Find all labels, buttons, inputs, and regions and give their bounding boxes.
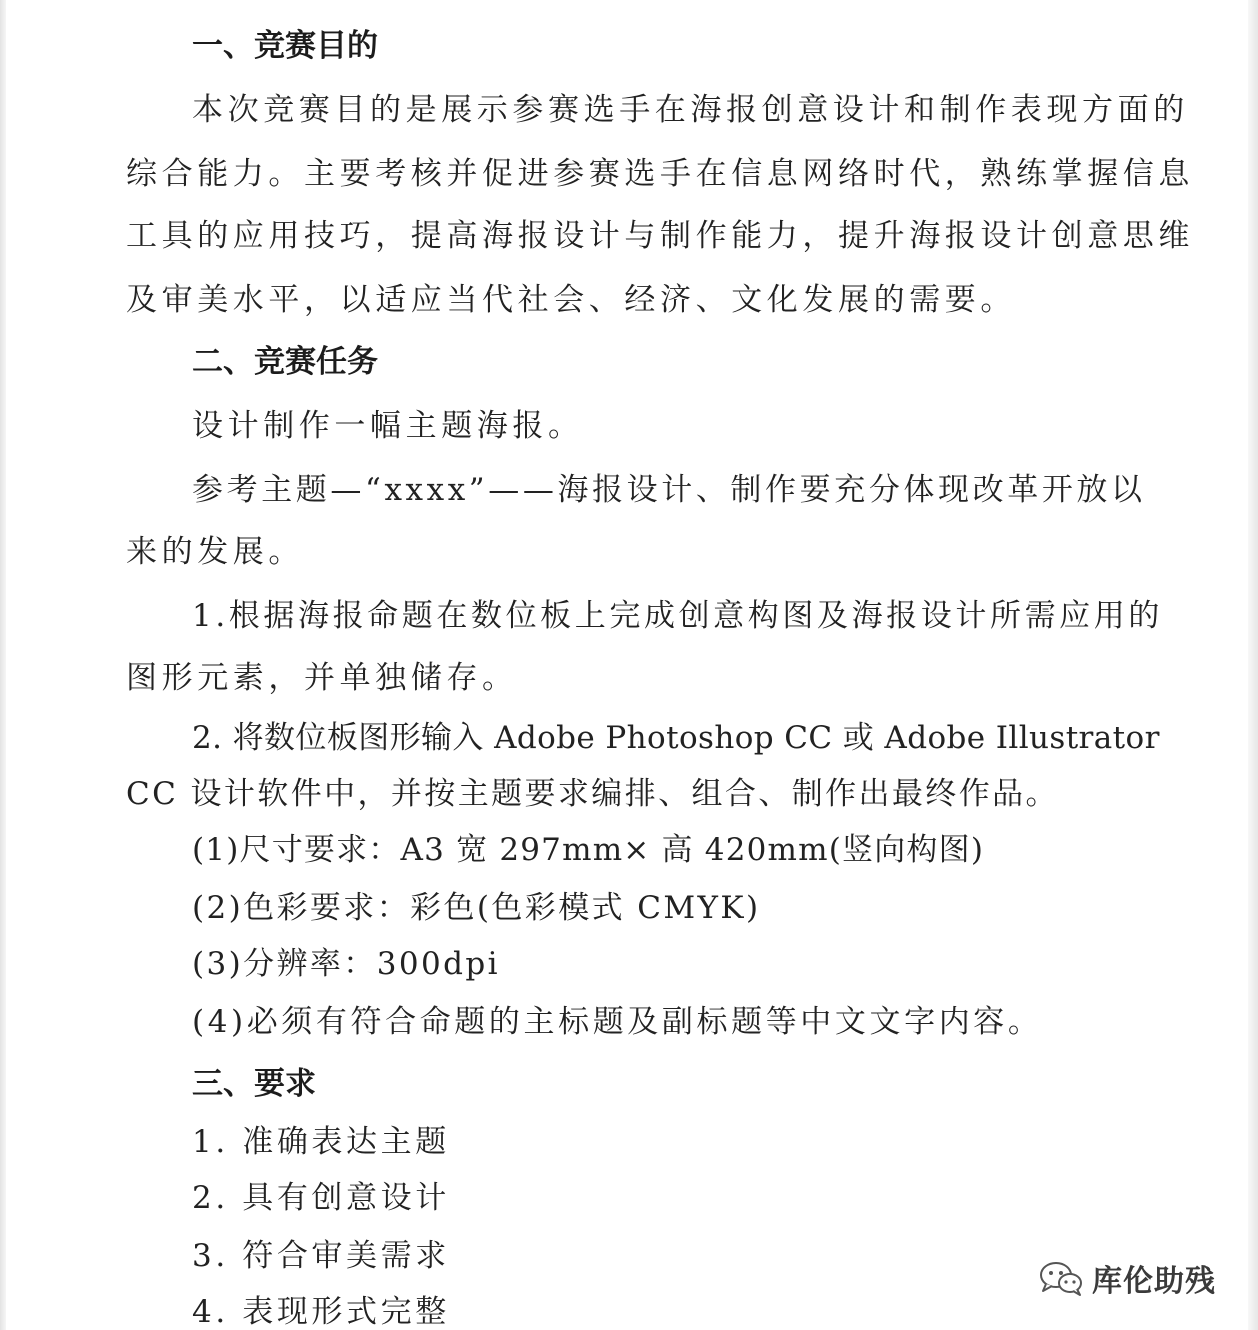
watermark-text: 库伦助残 [1092, 1264, 1216, 1299]
section2-item1-line-1: 1.根据海报命题在数位板上完成创意构图及海报设计所需应用的 [192, 598, 1163, 634]
section2-heading: 二、竞赛任务 [192, 344, 378, 380]
requirement-4: 4. 表现形式完整 [192, 1294, 450, 1330]
section2-theme-line-2: 来的发展。 [126, 534, 304, 570]
spec-resolution: (3)分辨率：300dpi [192, 946, 500, 982]
requirement-2: 2. 具有创意设计 [192, 1180, 450, 1216]
requirement-1: 1. 准确表达主题 [192, 1124, 450, 1160]
wechat-bubble-icon [1036, 1258, 1086, 1298]
section1-line-1: 本次竞赛目的是展示参赛选手在海报创意设计和制作表现方面的 [192, 92, 1189, 128]
section2-item2-line-1: 2. 将数位板图形输入 Adobe Photoshop CC 或 Adobe Illustrator [192, 720, 1160, 756]
section2-item2-line-2: CC 设计软件中，并按主题要求编排、组合、制作出最终作品。 [126, 776, 1059, 812]
section1-line-2: 综合能力。主要考核并促进参赛选手在信息网络时代，熟练掌握信息 [126, 156, 1194, 192]
spec-size: (1)尺寸要求：A3 宽 297mm× 高 420mm(竖向构图) [192, 832, 985, 868]
requirement-3: 3. 符合审美需求 [192, 1238, 450, 1274]
watermark [1036, 1256, 1216, 1300]
page-left-edge [0, 0, 6, 1330]
section1-line-3: 工具的应用技巧，提高海报设计与制作能力，提升海报设计创意思维 [126, 218, 1194, 254]
section2-item1-line-2: 图形元素，并单独储存。 [126, 660, 518, 696]
section1-heading: 一、竞赛目的 [192, 28, 378, 64]
spec-text-content: (4)必须有符合命题的主标题及副标题等中文文字内容。 [192, 1004, 1043, 1040]
page-right-edge [1248, 0, 1258, 1330]
spec-color: (2)色彩要求：彩色(色彩模式 CMYK) [192, 890, 761, 926]
section2-task: 设计制作一幅主题海报。 [192, 408, 584, 444]
section3-heading: 三、要求 [192, 1066, 316, 1102]
section1-line-4: 及审美水平，以适应当代社会、经济、文化发展的需要。 [126, 282, 1016, 318]
section2-theme-line-1: 参考主题—“xxxx”——海报设计、制作要充分体现改革开放以 [192, 472, 1146, 508]
